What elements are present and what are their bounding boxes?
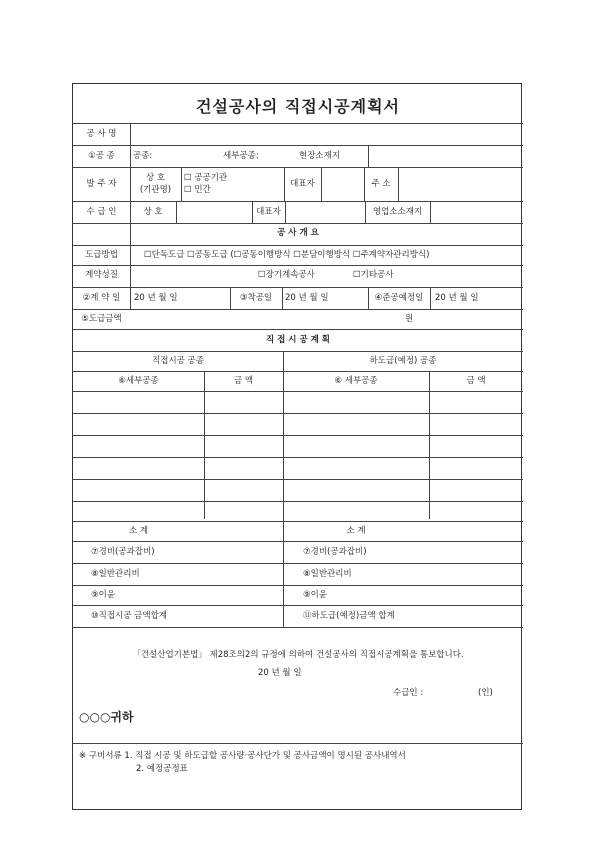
col-divider [204, 371, 205, 519]
work-type-label: ①공 종 [88, 151, 115, 161]
private-checkbox[interactable]: ☐ 민간 [184, 185, 211, 195]
col-divider [283, 351, 284, 627]
col-divider [130, 245, 131, 309]
contract-date-field: 20 년 월 일 [134, 293, 178, 303]
direct-work-header: 직접시공 공종 [152, 356, 204, 366]
attachments-line-1: ※ 구비서류 1. 직접 시공 및 하도급할 공사량·공사단가 및 공사금액이 명시된 공사내역서 [79, 751, 406, 761]
row-divider [73, 265, 523, 266]
row-divider [73, 167, 523, 168]
contract-amount-label: ⑤도급금액 [81, 314, 122, 324]
sub-expense-label: ⑦경비(공과잡비) [303, 547, 367, 557]
client-name-label: 상 호 [145, 173, 166, 183]
col-divider [430, 287, 431, 309]
col-divider [368, 145, 369, 167]
overview-header: 공 사 개 요 [277, 228, 319, 238]
business-office-label: 영업소소재지 [372, 207, 423, 217]
signer-label: 수급인 : [393, 688, 424, 698]
direct-profit-label: ⑨이윤 [91, 590, 116, 600]
row-divider [73, 309, 523, 310]
row-divider [73, 413, 523, 414]
row-divider [73, 123, 523, 124]
site-location-label: 현장소재지 [299, 151, 341, 161]
client-rep-label: 대표자 [290, 179, 315, 189]
client-address-label: 주 소 [371, 179, 391, 189]
row-divider [73, 351, 523, 352]
completion-date-field: 20 년 월 일 [435, 293, 479, 303]
row-divider [73, 145, 523, 146]
direct-overhead-label: ⑧일반관리비 [91, 569, 140, 579]
seal-mark: (인) [478, 688, 493, 698]
contractor-rep-label: 대표자 [256, 207, 281, 217]
subcontract-work-header: 하도급(예정) 공종 [369, 356, 437, 366]
row-divider [73, 541, 523, 542]
direct-subtotal-label: 소 계 [128, 526, 149, 536]
attachments-line-2: 2. 예정공정표 [136, 764, 188, 774]
col-divider [176, 201, 177, 223]
start-date-label: ③착공일 [239, 293, 273, 303]
col-divider [321, 167, 322, 201]
col-divider [398, 167, 399, 201]
other-work-checkbox[interactable]: ☐기타공사 [353, 270, 394, 280]
detail-work-type-field: 세부공종: [223, 151, 259, 161]
sub-subtotal-label: 소 계 [346, 526, 366, 536]
row-divider [73, 479, 523, 480]
start-date-field: 20 년 월 일 [285, 293, 329, 303]
sub-total-label: ⑪하도급(예정)금액 합계 [303, 611, 395, 621]
col-divider [282, 287, 283, 309]
row-divider [73, 201, 523, 202]
client-label: 발 주 자 [86, 179, 117, 189]
addressee: ○○○귀하 [79, 710, 134, 724]
col-divider [429, 371, 430, 519]
work-type-field: 공종: [133, 151, 153, 161]
row-divider [73, 743, 523, 744]
row-divider [73, 501, 523, 502]
sub-detail-col-header: ⑥ 세부공종 [334, 376, 378, 386]
amount-unit: 원 [405, 314, 414, 324]
direct-amount-col-header: 금 액 [233, 376, 254, 386]
row-divider [73, 245, 523, 246]
contractor-name-label: 상 호 [143, 207, 163, 217]
row-divider [73, 435, 523, 436]
row-divider [73, 605, 523, 606]
notice-text: 「건설산업기본법」 제28조의2의 규정에 의하여 건설공사의 직접시공계획을 통보합니다. [132, 650, 464, 660]
construction-plan-form [72, 83, 522, 810]
col-divider [181, 167, 182, 201]
row-divider [73, 287, 523, 288]
document-title: 건설공사의 직접시공계획서 [195, 97, 401, 116]
plan-header: 직 접 시 공 계 획 [265, 335, 331, 345]
notice-date: 20 년 월 일 [258, 668, 302, 678]
sub-overhead-label: ⑧일반관리비 [303, 569, 352, 579]
row-divider [73, 585, 523, 586]
row-divider [73, 371, 523, 372]
completion-date-label: ④준공예정일 [374, 293, 424, 303]
col-divider [430, 201, 431, 223]
row-divider [73, 563, 523, 564]
contract-nature-label: 계약성질 [85, 270, 118, 280]
direct-total-label: ⑩직접시공 금액합계 [91, 611, 168, 621]
direct-detail-col-header: ⑥세부공종 [118, 376, 159, 386]
sub-profit-label: ⑨이윤 [303, 590, 328, 600]
row-divider [73, 457, 523, 458]
contractor-label: 수 급 인 [86, 207, 117, 217]
client-org-label: (기관명) [139, 185, 172, 195]
project-name-label: 공 사 명 [86, 129, 117, 139]
sub-amount-col-header: 금 액 [466, 376, 486, 386]
col-divider [285, 201, 286, 223]
direct-expense-label: ⑦경비(공과잡비) [91, 547, 155, 557]
long-term-checkbox[interactable]: ☐장기계속공사 [258, 270, 315, 280]
col-divider [130, 123, 131, 245]
contract-date-label: ②계 약 일 [82, 293, 121, 303]
row-divider [73, 223, 523, 224]
contract-method-label: 도급방법 [85, 250, 118, 260]
row-divider [73, 521, 523, 522]
contract-method-options[interactable]: ☐단독도급 ☐공동도급 (☐공동이행방식 ☐분담이행방식 ☐주계약자관리방식) [144, 250, 430, 260]
public-agency-checkbox[interactable]: ☐ 공공기관 [184, 173, 228, 183]
row-divider [73, 329, 523, 330]
row-divider [73, 627, 523, 628]
row-divider [73, 391, 523, 392]
